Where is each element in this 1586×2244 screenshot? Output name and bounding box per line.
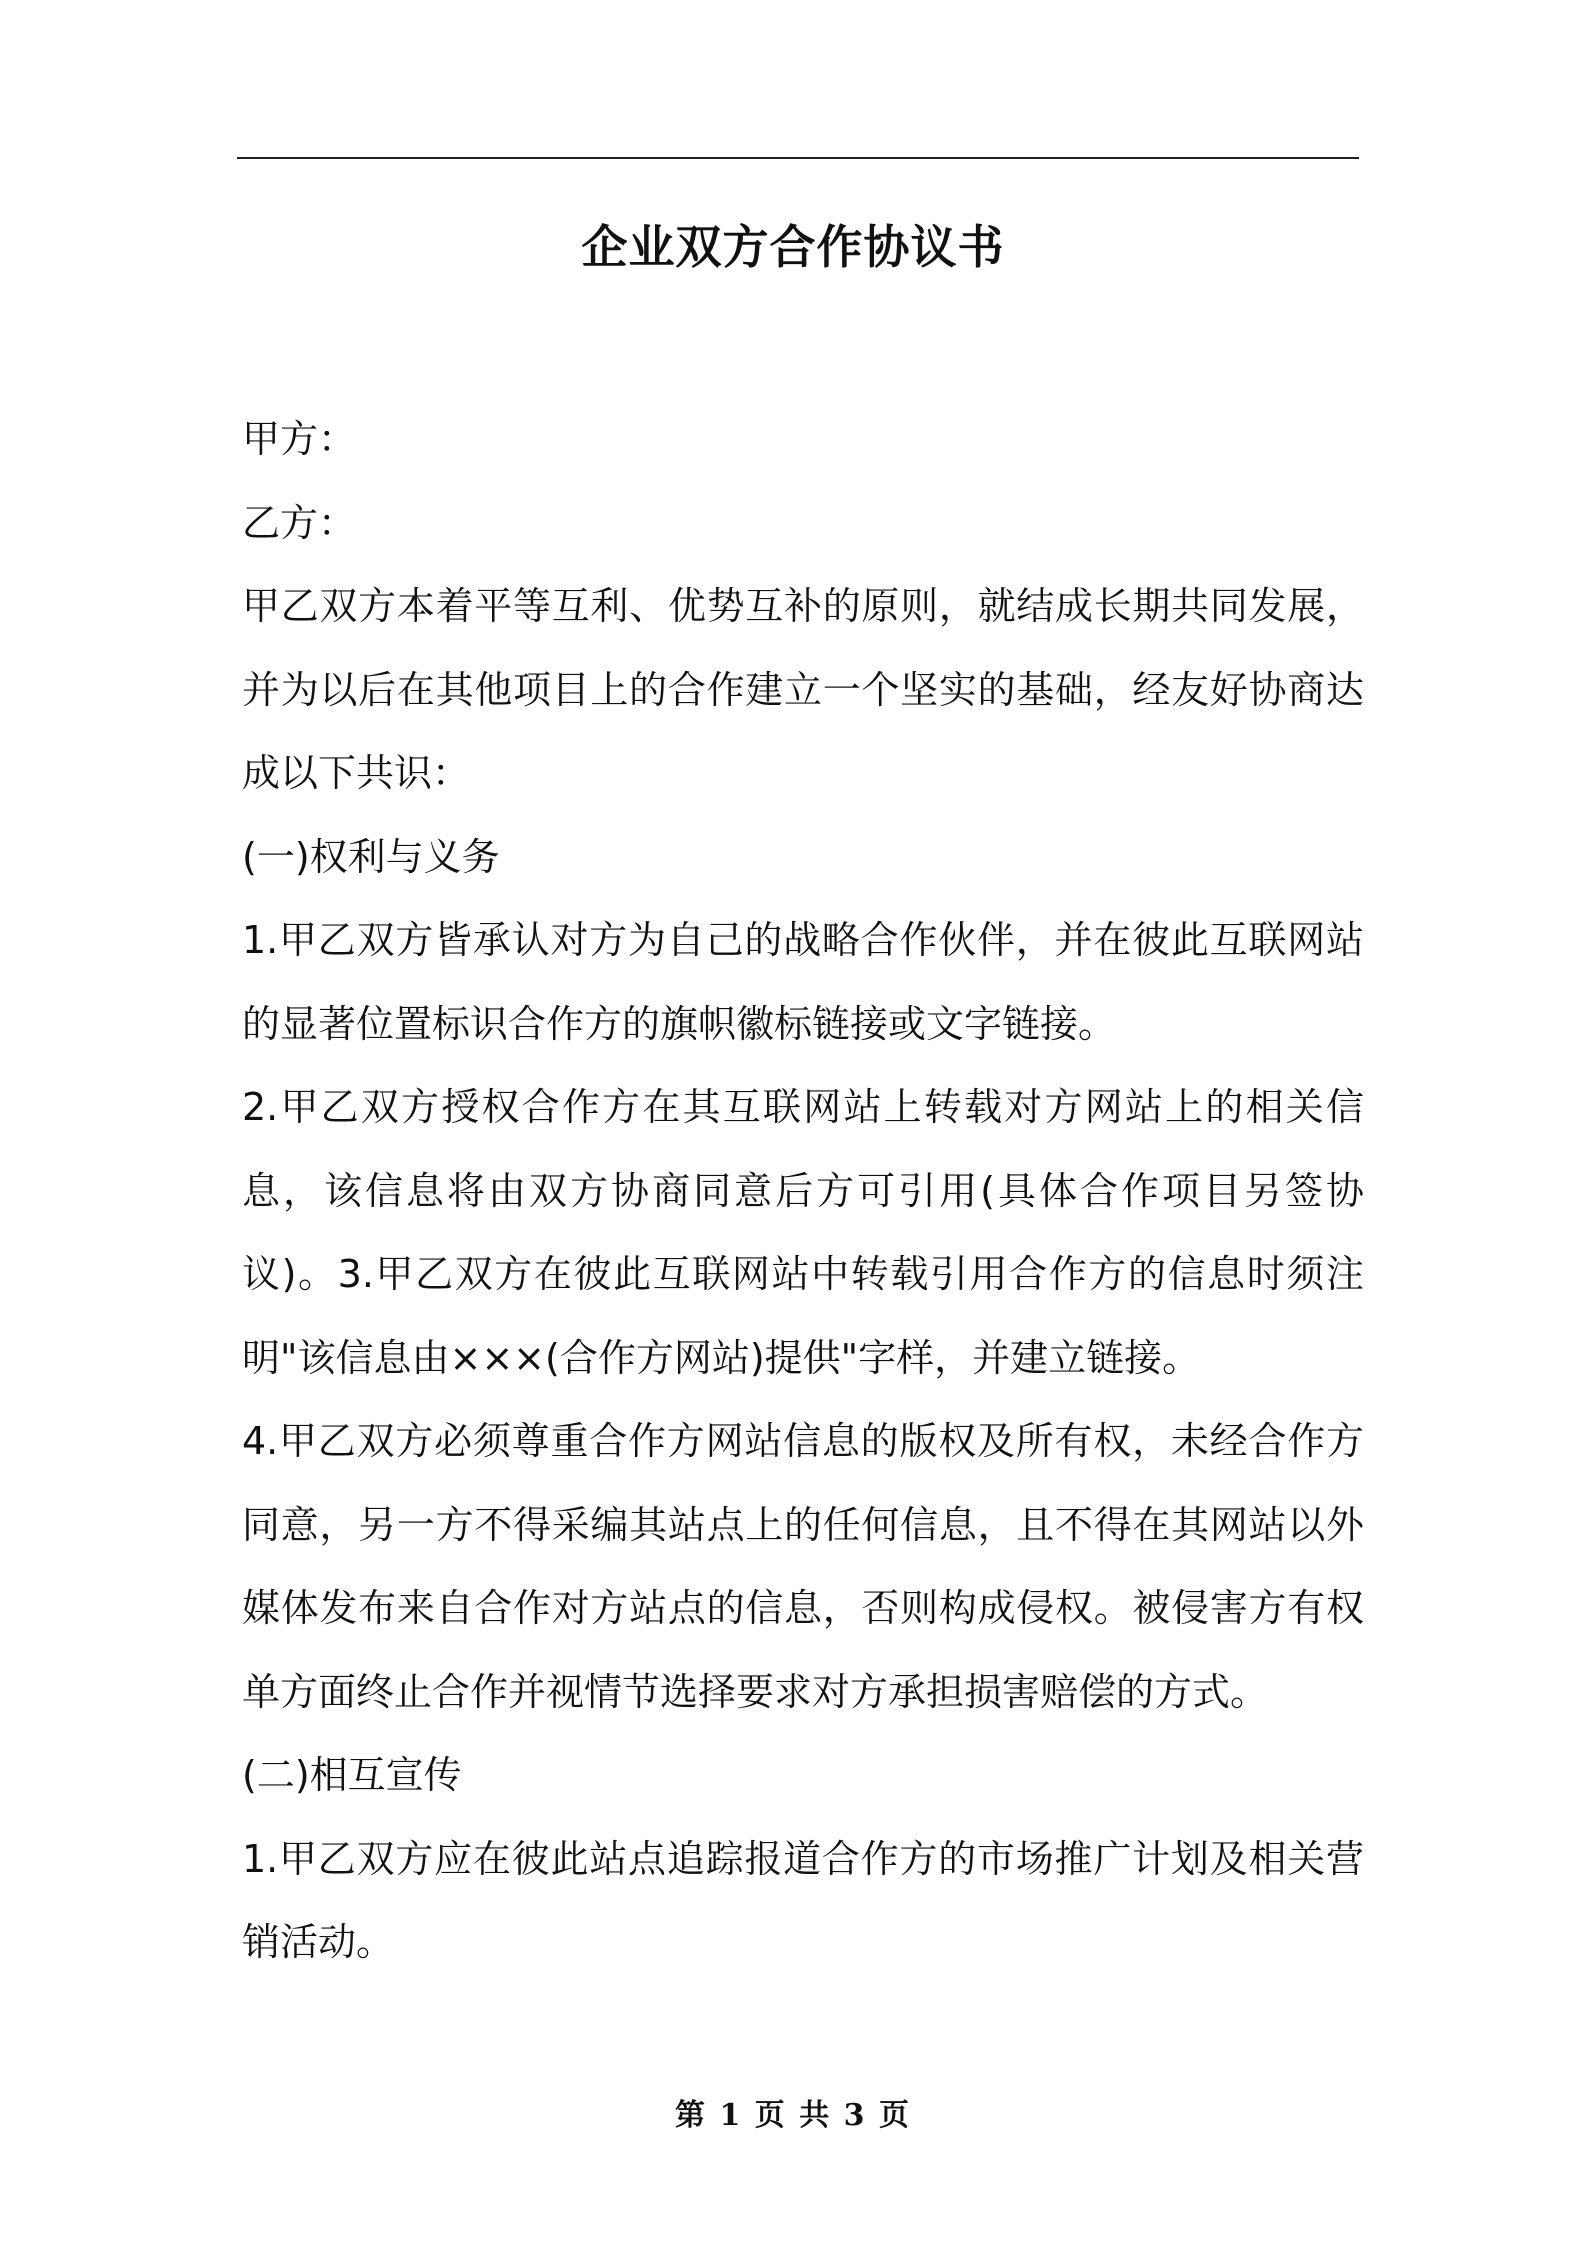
section-heading-promotion: (二)相互宣传 (242, 1753, 462, 1797)
preamble-paragraph: 甲乙双方本着平等互利、优势互补的原则，就结成长期共同发展，并为以后在其他项目上的合作建立一个坚实的基础，经友好协商达成以下共识： (242, 584, 1364, 795)
page-number-footer: 第 1 页 共 3 页 (675, 2098, 911, 2133)
party-b-line: 乙方： (242, 500, 357, 545)
clause-1-2-3: 2.甲乙双方授权合作方在其互联网站上转载对方网站上的相关信息，该信息将由双方协商同意后方可引用(具体合作项目另签协议)。3.甲乙双方在彼此互联网站中转载引用合作方的信息时须注明"该信息由×××(合作方网站)提供"字样，并建立链接。 (242, 1085, 1364, 1380)
clause-1-4: 4.甲乙双方必须尊重合作方网站信息的版权及所有权，未经合作方同意，另一方不得采编其站点上的任何信息，且不得在其网站以外媒体发布来自合作对方站点的信息，否则构成侵权。被侵害方有权单方面终止合作并视情节选择要求对方承担损害赔偿的方式。 (242, 1419, 1364, 1714)
document-body (242, 398, 1364, 1985)
document-title: 企业双方合作协议书 (581, 220, 1005, 274)
header-rule (237, 157, 1359, 159)
party-a-line: 甲方： (242, 417, 357, 461)
clause-1-1: 1.甲乙双方皆承认对方为自己的战略合作伙伴，并在彼此互联网站的显著位置标识合作方的旗帜徽标链接或文字链接。 (242, 918, 1364, 1046)
section-heading-rights: (一)权利与义务 (242, 834, 500, 879)
clause-2-1: 1.甲乙双方应在彼此站点追踪报道合作方的市场推广计划及相关营销活动。 (242, 1836, 1364, 1964)
